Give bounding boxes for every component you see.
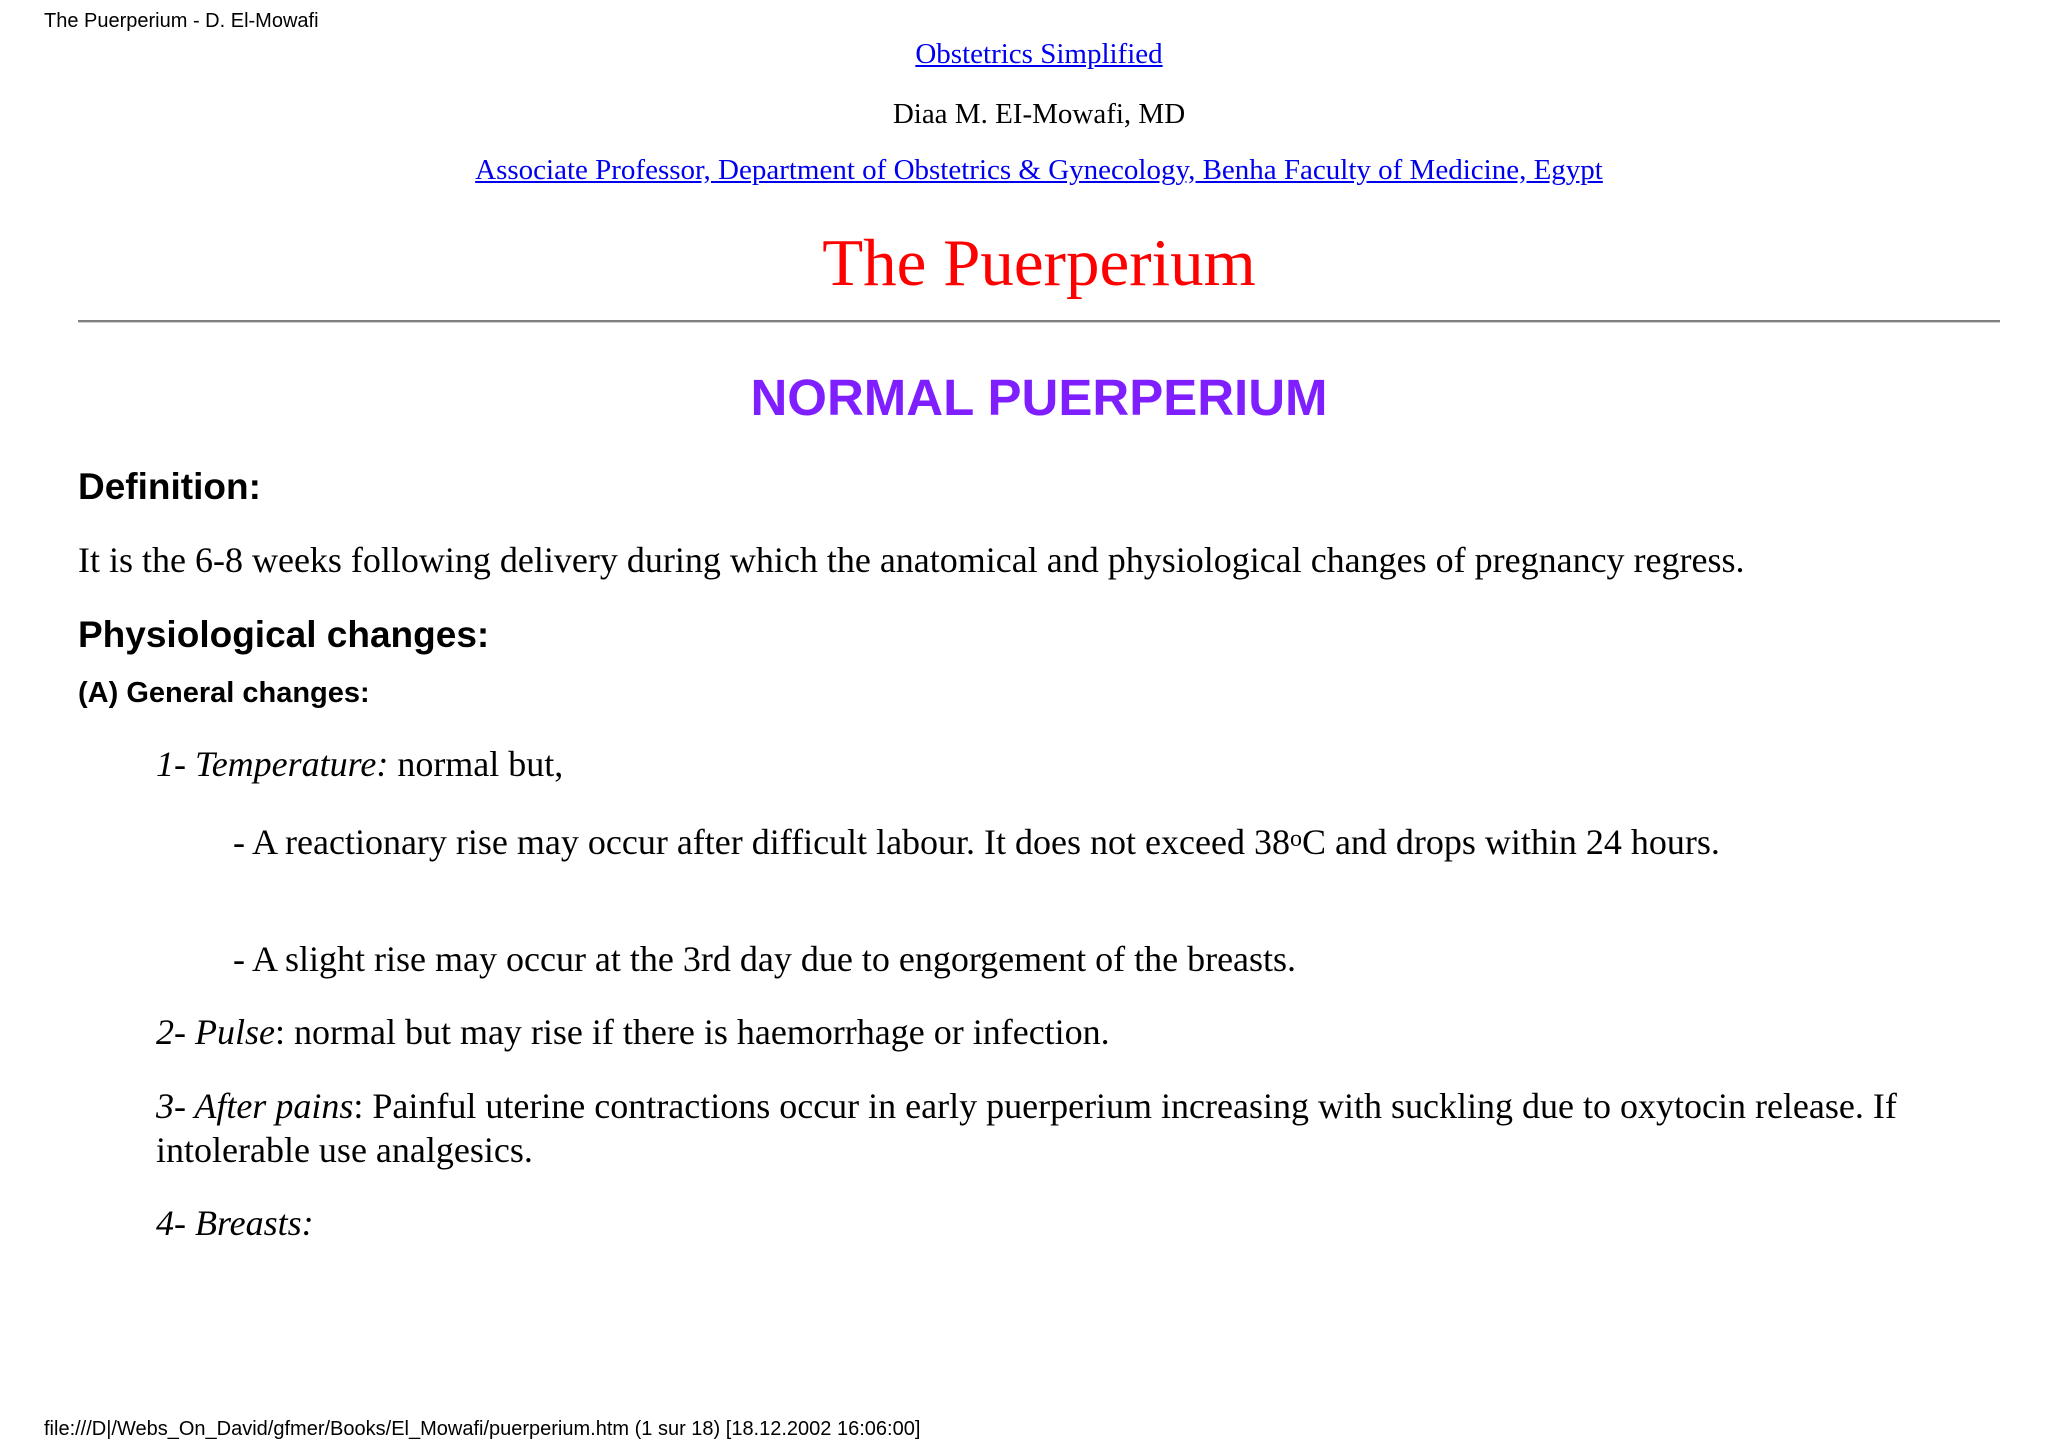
item-text: : normal but may rise if there is haemorrhage or infection. <box>274 1012 1110 1052</box>
sub-item-text: - A reactionary rise may occur after difficult labour. It does not exceed 38 <box>233 822 1290 862</box>
degree-superscript: o <box>1289 826 1302 852</box>
sub-item-text-end: C and drops within 24 hours. <box>1301 822 1720 862</box>
sub-item-reactionary-rise <box>233 820 1793 864</box>
horizontal-divider <box>78 320 2000 323</box>
definition-heading: Definition: <box>78 466 261 507</box>
section-title: NORMAL PUERPERIUM <box>750 369 1328 426</box>
list-item-temperature <box>156 742 1956 786</box>
page-title: The Puerperium <box>822 226 1256 300</box>
item-text: : Painful uterine contractions occur in early puerperium increasing with suckling due to oxytocin release. If intolerable use analgesics. <box>156 1086 1897 1170</box>
list-item-pulse <box>156 1010 1956 1054</box>
item-label: 4- Breasts: <box>156 1203 314 1243</box>
sub-item-slight-rise: - A slight rise may occur at the 3rd day due to engorgement of the breasts. <box>233 939 1297 979</box>
print-footer: file:///D|/Webs_On_David/gfmer/Books/El_Mowafi/puerperium.htm (1 sur 18) [18.12.2002 16:06:00] <box>44 1418 921 1440</box>
physiological-changes-heading: Physiological changes: <box>78 614 490 655</box>
general-changes-subheading: (A) General changes: <box>78 677 370 709</box>
print-header: The Puerperium - D. El-Mowafi <box>44 10 319 32</box>
affiliation-link[interactable]: Associate Professor, Department of Obstetrics & Gynecology, Benha Faculty of Medicine, Egypt <box>475 154 1603 186</box>
book-link[interactable]: Obstetrics Simplified <box>915 38 1163 70</box>
list-item-after-pains <box>156 1084 1956 1172</box>
author-name: Diaa M. EI-Mowafi, MD <box>892 98 1186 130</box>
item-text: normal but, <box>388 744 564 784</box>
item-label: 3- After pains <box>156 1086 354 1126</box>
list-item-breasts <box>156 1201 1956 1245</box>
definition-text: It is the 6-8 weeks following delivery during which the anatomical and physiological changes of pregnancy regress. <box>78 540 1745 580</box>
item-label: 1- Temperature: <box>156 744 389 784</box>
item-label: 2- Pulse <box>156 1012 275 1052</box>
